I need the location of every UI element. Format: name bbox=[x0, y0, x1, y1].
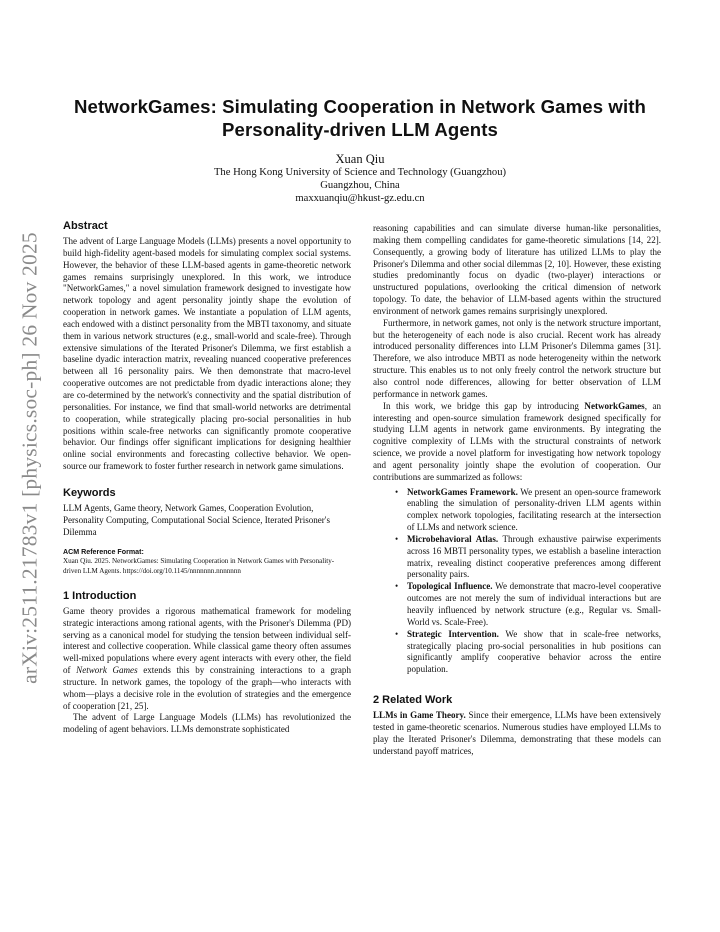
intro-p1-emphasis: Network Games bbox=[76, 665, 138, 676]
title-line-1: NetworkGames: Simulating Cooperation in Network Games with bbox=[74, 96, 646, 117]
intro-paragraph-3: reasoning capabilities and can simulate diverse human-like personalities, making them compelling candidates for game-theoretic simulations [14, 22]. Consequently, a growing body of literature has utilized LLMs to play the Prisoner's Dilemma and other social dilemmas [2, 10]. However, these existing studies predominantly focus on dyadic (two-player) interactions or unstructured populations, overlooking the critical dimension of network topology. To date, the behavior of LLM-based agents within the structured environment of network games remains surprisingly unexplored. bbox=[373, 223, 661, 316]
list-item bbox=[395, 533, 661, 581]
title-line-2: Personality-driven LLM Agents bbox=[222, 119, 498, 140]
item-text: We demonstrate that macro-level cooperative outcomes are not merely the sum of individual interactions but are heavily influenced by network structure (e.g., Regular vs. Small-World vs. Scale-Free). bbox=[407, 581, 661, 627]
item-text: We present an open-source framework enabling the simulation of personality-driven LLM agents within complex network topologies, facilitating research at the intersection of LLMs and network science. bbox=[407, 486, 661, 533]
related-work-paragraph bbox=[373, 710, 661, 757]
acm-reference-text: Xuan Qiu. 2025. NetworkGames: Simulating Cooperation in Network Games with Personality-driven LLM Agents. https://doi.org/10.1145/nnnnnnn.nnnnnnn bbox=[63, 557, 335, 575]
item-text: We show that in scale-free networks, strategically placing pro-social personalities in hub positions can significantly amplify cooperative behavior across the entire population. bbox=[407, 628, 661, 675]
item-lead: Microbehavioral Atlas. bbox=[407, 533, 499, 544]
related-lead: LLMs in Game Theory. bbox=[373, 710, 466, 721]
bullet-icon: • bbox=[395, 628, 399, 639]
abstract-text: The advent of Large Language Models (LLMs) presents a novel opportunity to build high-fidelity agent-based models for simulating complex social systems. However, the behavior of these LLM-based agents in game-theoretic network games remains surprisingly unexplored. In this work, we introduce "NetworkGames," a novel simulation framework designed to investigate how network topology and agent personality jointly shape the evolution of cooperation in network games. We instantiate a population of LLM agents, each endowed with a distinct personality from the MBTI taxonomy, and situate them in various network structures (e.g., small-world and scale-free). Through extensive simulations of the Iterated Prisoner's Dilemma, we first establish a baseline dyadic interaction matrix, revealing nuanced cooperative preferences between all 16 personality pairs. We then demonstrate that macro-level cooperative outcomes are not predictable from dyadic interactions alone; they are co-determined by the network's connectivity and the spatial distribution of personalities. For instance, we find that small-world networks are detrimental to cooperation, while strategically placing pro-social personalities in hub positions within scale-free networks can significantly promote cooperative behavior. Our findings offer significant implications for designing healthier online social environments and forecasting collective behavior. We open-source our framework to foster further research in network game simulations. bbox=[63, 236, 351, 472]
related-work-heading: 2 Related Work bbox=[373, 694, 453, 707]
keywords-heading: Keywords bbox=[63, 486, 116, 499]
arxiv-watermark bbox=[8, 218, 52, 698]
list-item bbox=[395, 486, 661, 534]
item-lead: NetworkGames Framework. bbox=[407, 486, 518, 497]
p5-framework-name: NetworkGames bbox=[584, 400, 645, 411]
author-name: Xuan Qiu bbox=[335, 152, 385, 166]
contributions-list bbox=[373, 487, 661, 677]
intro-paragraph-1 bbox=[63, 606, 351, 713]
intro-paragraph-4: Furthermore, in network games, not only is the network structure important, but the heterogeneity of each node is also crucial. Recent work has already introduced personality differences into LLM Prisoner's Dilemma games [31]. Therefore, we also introduce MBTI as node heterogeneity within the network structure. This enables us to not only freely control the network structure but also control node differences, allowing for better observation of LLM performance in network games. bbox=[373, 317, 661, 399]
paper-title bbox=[60, 95, 660, 141]
list-item bbox=[395, 628, 661, 676]
item-text: Through exhaustive pairwise experiments across 16 MBTI personality types, we establish a baseline interaction matrix, revealing distinct cooperative preferences among different personality pairs. bbox=[407, 533, 661, 580]
item-lead: Strategic Intervention. bbox=[407, 628, 499, 639]
bullet-icon: • bbox=[395, 581, 399, 592]
bullet-icon: • bbox=[395, 486, 399, 497]
list-item bbox=[395, 581, 661, 628]
intro-paragraph-2: The advent of Large Language Models (LLMs) has revolutionized the modeling of agent behaviors. LLMs demonstrate sophisticated bbox=[63, 712, 351, 735]
intro-p1-text-b: extends this by constraining interactions to a graph structure. In network games, the topology of the graph—who interacts with whom—plays a decisive role in the evolution of strategies and the emergence of cooperation [21, 25]. bbox=[63, 665, 351, 711]
bullet-icon: • bbox=[395, 533, 399, 544]
intro-p1-text-a: Game theory provides a rigorous mathematical framework for modeling strategic interactions among rational agents, with the Prisoner's Dilemma (PD) serving as a canonical model for studying the tension between individual self-interest and collective cooperation. While classical game theory often assumes well-mixed populations where every agent interacts with every other, the field of bbox=[63, 605, 351, 676]
introduction-heading: 1 Introduction bbox=[63, 589, 137, 602]
right-column bbox=[373, 223, 661, 757]
left-column bbox=[63, 219, 351, 736]
related-text: Since their emergence, LLMs have been extensively tested in game-theoretic scenarios. Numerous studies have employed LLMs to play the Iterated Prisoner's Dilemma, demonstrating that these models can understand payoff matrices, bbox=[373, 710, 661, 756]
p5-text-a: In this work, we bridge this gap by introducing bbox=[383, 400, 585, 411]
email: maxxuanqiu@hkust-gz.edu.cn bbox=[295, 193, 425, 204]
abstract-heading: Abstract bbox=[63, 220, 108, 232]
keywords-text: LLM Agents, Game theory, Network Games, Cooperation Evolution, Personality Computing, Computational Social Science, Iterated Prisoner's Dilemma bbox=[63, 502, 330, 537]
acm-reference-heading: ACM Reference Format: bbox=[63, 548, 144, 557]
item-lead: Topological Influence. bbox=[407, 581, 493, 592]
paper-header bbox=[60, 95, 660, 205]
p5-text-b: , an interesting and open-source simulation framework designed specifically for studying LLM agents in network game environments. By integrating the cognitive complexity of LLMs with the structural constraints of network science, we provide a novel platform for investigating how network topology and agent personality jointly shape the evolution of cooperation. Our contributions are summarized as follows: bbox=[373, 400, 662, 482]
arxiv-watermark-text: arXiv:2511.21783v1 [physics.soc-ph] 26 Nov 2025 bbox=[17, 232, 42, 684]
location: Guangzhou, China bbox=[320, 180, 400, 191]
affiliation: The Hong Kong University of Science and Technology (Guangzhou) bbox=[213, 167, 507, 178]
intro-paragraph-5 bbox=[373, 401, 661, 484]
